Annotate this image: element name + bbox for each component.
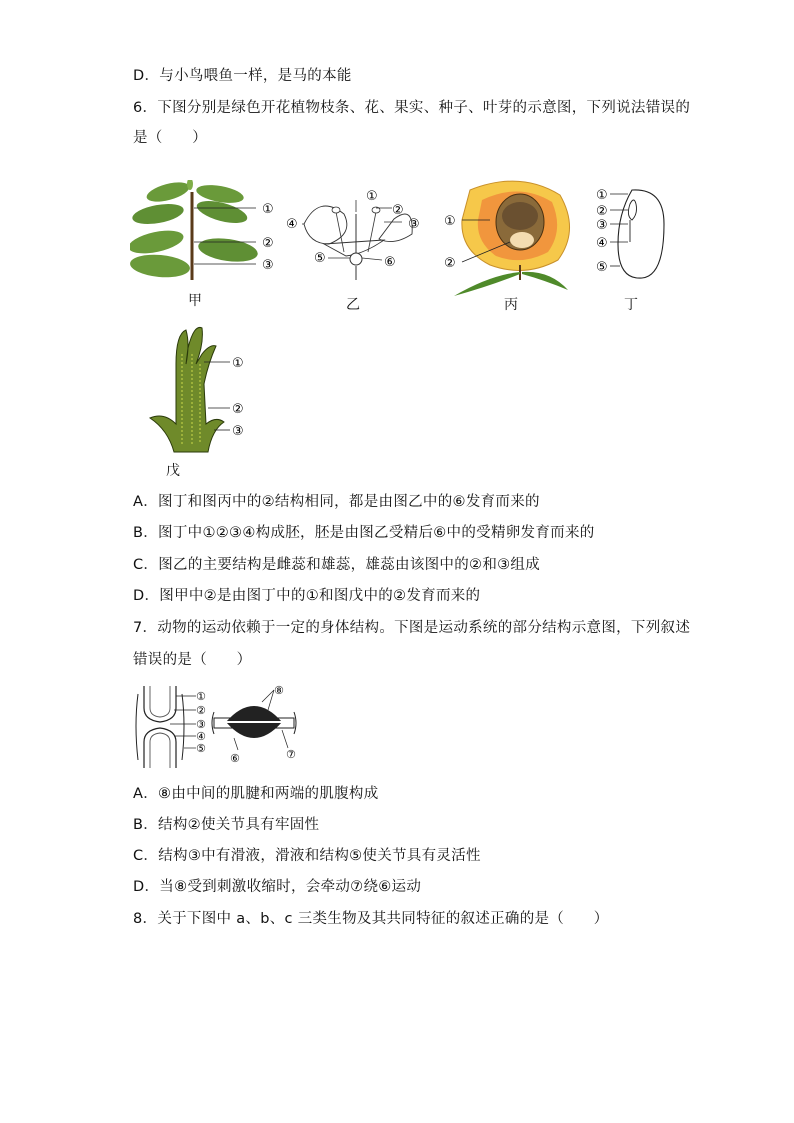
marker-5: ⑤ xyxy=(596,260,608,275)
figure-bing-fruit xyxy=(440,170,580,300)
marker-1: ① xyxy=(596,188,608,203)
q5-option-d: D．与小鸟喂鱼一样，是马的本能 xyxy=(133,68,352,84)
marker-1: ① xyxy=(196,690,206,703)
q6-stem-line2: 是（ ） xyxy=(133,130,207,146)
q7-option-b: B．结构②使关节具有牢固性 xyxy=(133,817,320,833)
q7-option-d: D．当⑧受到刺激收缩时，会牵动⑦绕⑥运动 xyxy=(133,879,422,895)
marker-1: ① xyxy=(444,214,456,229)
figure-label-wu: 戊 xyxy=(166,463,180,479)
q6-stem-line1: 6．下图分别是绿色开花植物枝条、花、果实、种子、叶芽的示意图，下列说法错误的 xyxy=(133,100,691,116)
marker-2: ② xyxy=(444,256,456,271)
figure-label-jia: 甲 xyxy=(188,293,202,309)
marker-1: ① xyxy=(366,189,378,204)
marker-2: ② xyxy=(196,704,206,717)
marker-4: ④ xyxy=(196,730,206,743)
q7-option-c: C．结构③中有滑液，滑液和结构⑤使关节具有灵活性 xyxy=(133,848,481,864)
q6-option-c: C．图乙的主要结构是雌蕊和雄蕊，雄蕊由该图中的②和③组成 xyxy=(133,557,541,573)
marker-5: ⑤ xyxy=(196,742,206,755)
figure-jia-branch xyxy=(130,180,290,310)
q7-stem-line2: 错误的是（ ） xyxy=(133,652,252,668)
figure-yi-flower xyxy=(284,184,434,284)
marker-1: ① xyxy=(232,356,244,371)
marker-2: ② xyxy=(232,402,244,417)
marker-4: ④ xyxy=(596,236,608,251)
q8-stem: 8．关于下图中 a、b、c 三类生物及其共同特征的叙述正确的是（ ） xyxy=(133,911,609,927)
marker-2: ② xyxy=(392,203,404,218)
marker-7: ⑦ xyxy=(286,748,296,761)
figure-label-yi: 乙 xyxy=(346,297,360,313)
q6-option-a: A．图丁和图丙中的②结构相同，都是由图乙中的⑥发育而来的 xyxy=(133,494,540,510)
q6-option-b: B．图丁中①②③④构成胚，胚是由图乙受精后⑥中的受精卵发育而来的 xyxy=(133,525,595,541)
marker-3: ③ xyxy=(196,718,206,731)
marker-2: ② xyxy=(262,236,274,251)
figure-wu-leaf-bud xyxy=(146,324,256,460)
marker-3: ③ xyxy=(596,218,608,233)
marker-3: ③ xyxy=(262,258,274,273)
marker-3: ③ xyxy=(232,424,244,439)
marker-8: ⑧ xyxy=(274,684,284,697)
figure-label-ding: 丁 xyxy=(624,297,638,313)
figure-label-bing: 丙 xyxy=(504,297,518,313)
marker-6: ⑥ xyxy=(384,255,396,270)
marker-3: ③ xyxy=(408,217,420,232)
figure-joint-and-muscle xyxy=(130,684,300,770)
marker-4: ④ xyxy=(286,217,298,232)
marker-6: ⑥ xyxy=(230,752,240,765)
marker-2: ② xyxy=(596,204,608,219)
q7-option-a: A．⑧由中间的肌腱和两端的肌腹构成 xyxy=(133,786,379,802)
marker-1: ① xyxy=(262,202,274,217)
figure-ding-seed xyxy=(596,184,676,284)
q6-option-d: D．图甲中②是由图丁中的①和图戊中的②发育而来的 xyxy=(133,588,481,604)
q7-stem-line1: 7．动物的运动依赖于一定的身体结构。下图是运动系统的部分结构示意图，下列叙述 xyxy=(133,620,691,636)
marker-5: ⑤ xyxy=(314,251,326,266)
